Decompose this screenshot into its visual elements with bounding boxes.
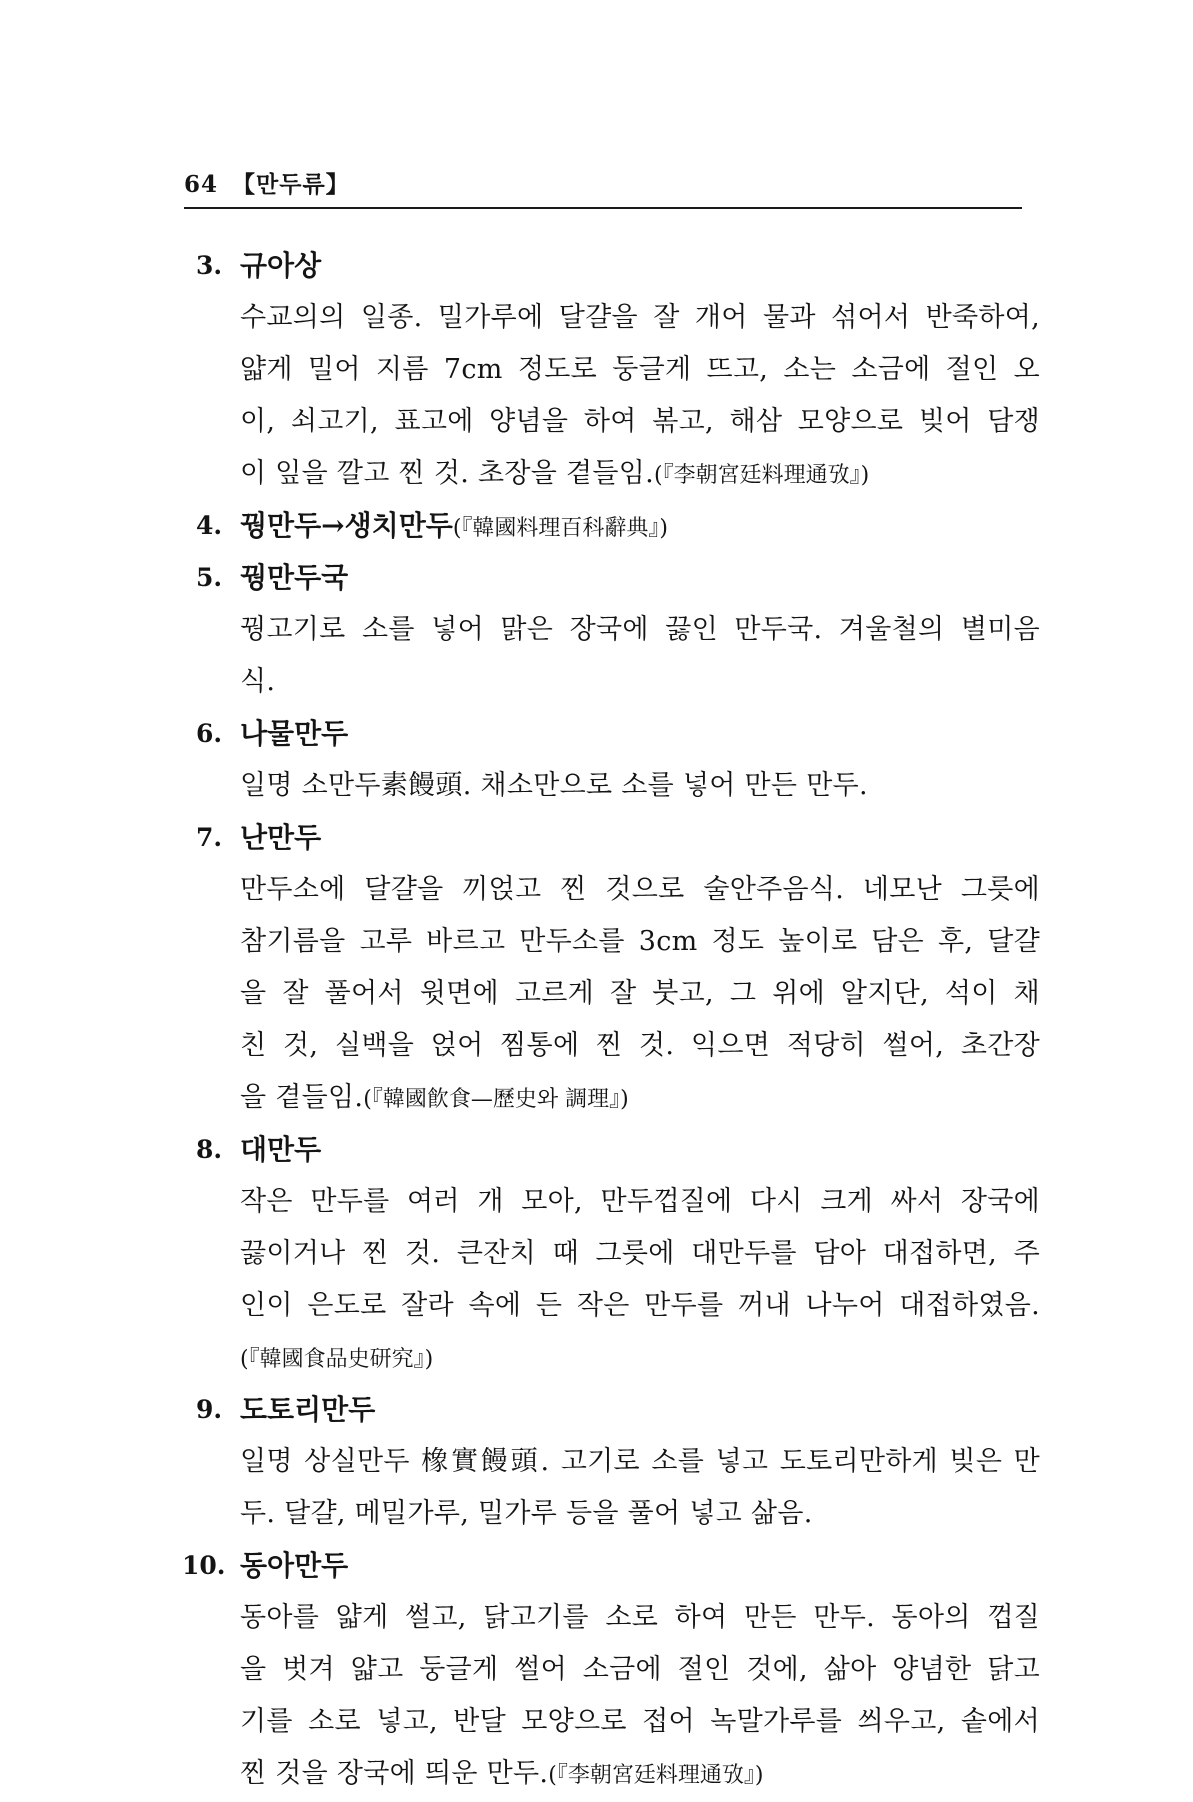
entry-body (240, 604, 1040, 708)
page-number: 64 (184, 171, 219, 198)
entry-heading (196, 552, 1046, 604)
entry-title-text: 난만두 (240, 821, 322, 854)
body-line (240, 656, 1040, 708)
body-line (240, 760, 1040, 812)
body-text: 일명 소만두素饅頭. 채소만으로 소를 넣어 만든 만두. (240, 770, 868, 801)
source-citation: (『韓國飮食—歷史와 調理』) (363, 1087, 629, 1112)
body-line (240, 292, 1040, 344)
body-line (240, 1176, 1040, 1228)
entry-heading (196, 812, 1046, 864)
body-text: 친 것, 실백을 얹어 찜통에 찐 것. 익으면 적당히 썰어, 초간장 (240, 1030, 1040, 1061)
entry-heading (196, 708, 1046, 760)
entry-citation: (『韓國料理百科辭典』) (452, 516, 668, 541)
body-text: 을 잘 풀어서 윗면에 고르게 잘 붓고, 그 위에 알지단, 석이 채 (240, 978, 1040, 1009)
body-line (240, 448, 1040, 500)
entry-title-text: 규아상 (240, 249, 322, 282)
body-line (240, 1072, 1040, 1124)
body-text: 작은 만두를 여러 개 모아, 만두껍질에 다시 크게 싸서 장국에 (240, 1186, 1040, 1217)
body-text: 이 잎을 깔고 찐 것. 초장을 곁들임. (240, 458, 655, 489)
body-text: 두. 달걀, 메밀가루, 밀가루 등을 풀어 넣고 삶음. (240, 1498, 813, 1529)
entry-title (240, 500, 668, 555)
entry-body (240, 292, 1040, 500)
dictionary-entry (196, 240, 1046, 500)
body-line (240, 1436, 1040, 1488)
entry-title (240, 708, 348, 760)
dictionary-entry (196, 552, 1046, 708)
dictionary-entry (196, 708, 1046, 812)
body-line (240, 396, 1040, 448)
entry-title-text: 동아만두 (240, 1549, 349, 1582)
entry-heading (196, 1124, 1046, 1176)
entry-body (240, 864, 1040, 1124)
entry-body (240, 1592, 1040, 1800)
entry-number: 5. (196, 563, 223, 592)
entry-body (240, 1436, 1040, 1540)
entry-heading (182, 1540, 1046, 1592)
entry-body (240, 760, 1040, 812)
body-text: 찐 것을 장국에 띄운 만두. (240, 1758, 549, 1789)
entry-title (240, 812, 321, 864)
entry-number: 10. (182, 1551, 226, 1580)
body-text: 얇게 밀어 지름 7cm 정도로 둥글게 뜨고, 소는 소금에 절인 오 (240, 354, 1040, 385)
dictionary-entry (196, 812, 1046, 1124)
entry-heading (196, 500, 1046, 552)
dictionary-entry (196, 500, 1046, 552)
entry-number: 9. (196, 1395, 223, 1424)
body-text: 이, 쇠고기, 표고에 양념을 하여 볶고, 해삼 모양으로 빚어 담쟁 (240, 406, 1040, 437)
running-head (184, 166, 350, 199)
dictionary-entry (182, 1540, 1046, 1800)
entry-list (182, 240, 1046, 1800)
body-line (240, 344, 1040, 396)
section-title: 【만두류】 (232, 171, 350, 198)
entry-title-text: 대만두 (240, 1133, 322, 1166)
source-citation: (『李朝宮廷料理通攷』) (548, 1763, 764, 1788)
body-line (240, 1748, 1040, 1800)
body-text: 을 벗겨 얇고 둥글게 썰어 소금에 절인 것에, 삶아 양념한 닭고 (240, 1654, 1040, 1685)
body-line (240, 1592, 1040, 1644)
body-line (240, 1228, 1040, 1280)
entry-title (240, 1124, 321, 1176)
entry-title-text: 꿩만두→생치만두 (240, 509, 453, 542)
body-line (240, 864, 1040, 916)
entry-body (240, 1176, 1040, 1384)
entry-number: 7. (196, 823, 223, 852)
header-rule (184, 207, 1022, 209)
body-text: 식. (240, 666, 276, 697)
body-text: 기를 소로 넣고, 반달 모양으로 접어 녹말가루를 씌우고, 솥에서 (240, 1706, 1040, 1737)
entry-title-text: 꿩만두국 (240, 561, 349, 594)
entry-heading (196, 1384, 1046, 1436)
entry-number: 8. (196, 1135, 223, 1164)
body-text: 만두소에 달걀을 끼얹고 찐 것으로 술안주음식. 네모난 그릇에 (240, 874, 1040, 905)
entry-title (240, 1540, 348, 1592)
body-line (240, 1644, 1040, 1696)
body-text: 꿩고기로 소를 넣어 맑은 장국에 끓인 만두국. 겨울철의 별미음 (240, 614, 1040, 645)
body-text: 동아를 얇게 썰고, 닭고기를 소로 하여 만든 만두. 동아의 껍질 (240, 1602, 1040, 1633)
entry-number: 3. (196, 251, 223, 280)
entry-number: 4. (196, 511, 223, 540)
dictionary-entry (196, 1384, 1046, 1540)
body-line (240, 1332, 1040, 1384)
entry-title (240, 552, 348, 604)
entry-number: 6. (196, 719, 223, 748)
body-text: 인이 은도로 잘라 속에 든 작은 만두를 꺼내 나누어 대접하였음. (240, 1290, 1040, 1321)
body-line (240, 1020, 1040, 1072)
body-text: 끓이거나 찐 것. 큰잔치 때 그릇에 대만두를 담아 대접하면, 주 (240, 1238, 1040, 1269)
body-line (240, 1696, 1040, 1748)
body-line (240, 968, 1040, 1020)
body-text: 수교의의 일종. 밀가루에 달걀을 잘 개어 물과 섞어서 반죽하여, (240, 302, 1040, 333)
dictionary-entry (196, 1124, 1046, 1384)
body-line (240, 1280, 1040, 1332)
entry-title (240, 1384, 375, 1436)
body-text: 일명 상실만두 橡實饅頭. 고기로 소를 넣고 도토리만하게 빚은 만 (240, 1446, 1040, 1477)
entry-title-text: 도토리만두 (240, 1393, 376, 1426)
entry-heading (196, 240, 1046, 292)
source-citation: (『韓國食品史研究』) (240, 1347, 434, 1372)
body-text: 참기름을 고루 바르고 만두소를 3cm 정도 높이로 담은 후, 달걀 (240, 926, 1040, 957)
body-line (240, 1488, 1040, 1540)
entry-title-text: 나물만두 (240, 717, 349, 750)
source-citation: (『李朝宮廷料理通攷』) (654, 463, 870, 488)
body-text: 을 곁들임. (240, 1082, 364, 1113)
body-line (240, 604, 1040, 656)
entry-title (240, 240, 321, 292)
body-line (240, 916, 1040, 968)
